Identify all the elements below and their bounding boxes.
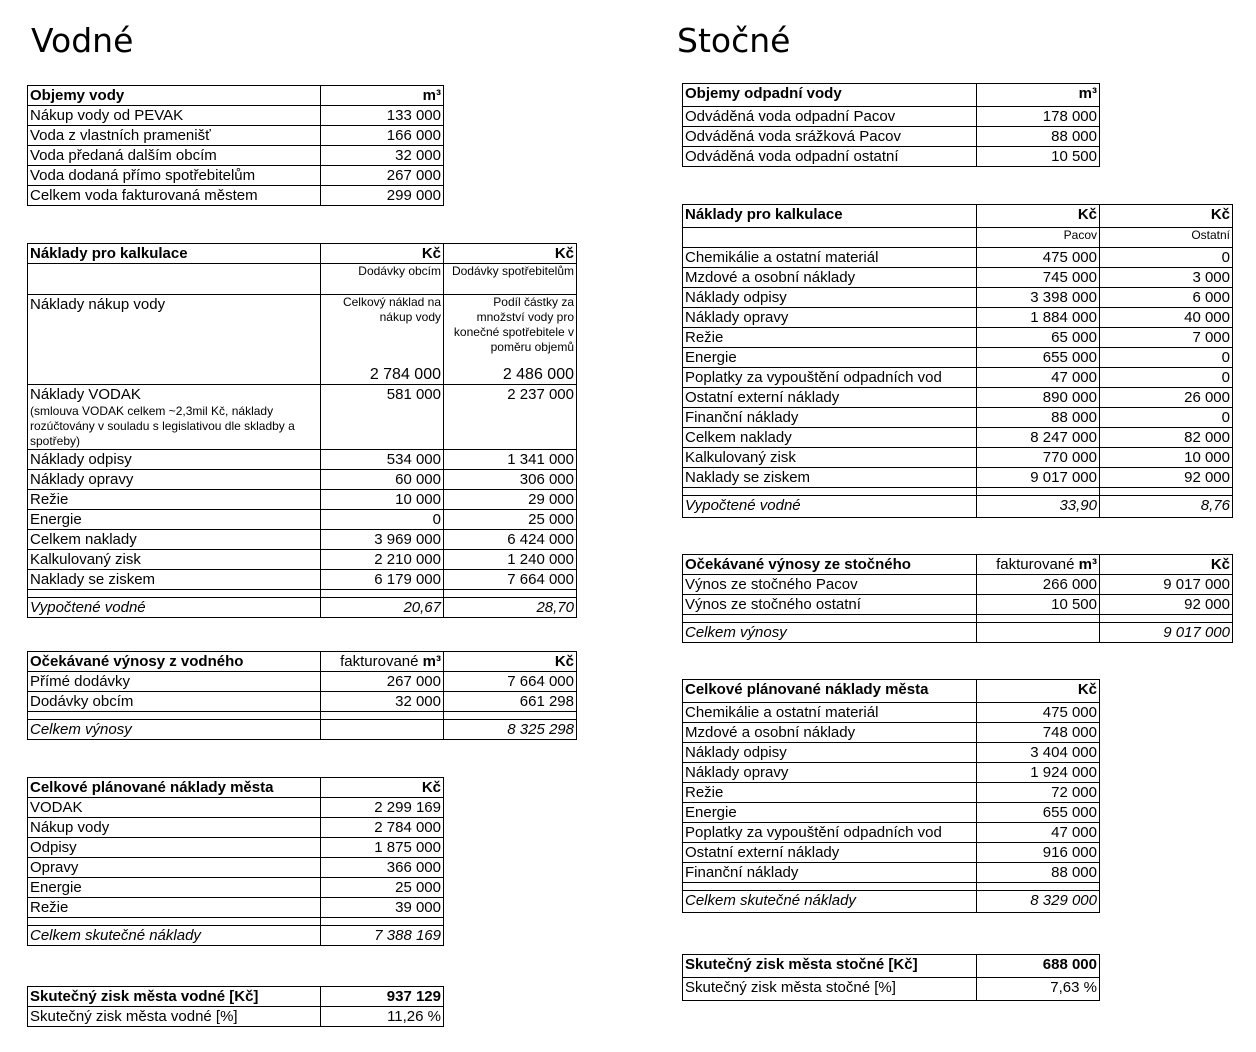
table-row	[683, 763, 1100, 783]
row-label: Kalkulovaný zisk	[683, 448, 977, 468]
row-value: 88 000	[977, 127, 1100, 147]
unit-header: Kč	[444, 652, 577, 672]
table-row	[683, 803, 1100, 823]
table-header-row	[28, 652, 577, 672]
row-value: 1 875 000	[321, 838, 444, 858]
row-label: Finanční náklady	[683, 863, 977, 883]
unit-prefix: fakturované	[340, 653, 423, 670]
row-label: Chemikálie a ostatní materiál	[683, 248, 977, 268]
total-row	[28, 926, 444, 946]
row-value: 88 000	[977, 408, 1100, 428]
row-label: Voda dodaná přímo spotřebitelům	[28, 166, 321, 186]
row-label: Náklady nákup vody	[28, 295, 321, 385]
table-row	[28, 672, 577, 692]
row-label: Celkem naklady	[683, 428, 977, 448]
table-row	[683, 978, 1100, 1001]
unit-header: Kč	[321, 244, 444, 264]
row-value: 0	[321, 510, 444, 530]
table-row	[683, 368, 1233, 388]
row-label: Celkem naklady	[28, 530, 321, 550]
row-value: 7 664 000	[444, 672, 577, 692]
row-value: 10 000	[1100, 448, 1233, 468]
row-value: 655 000	[977, 803, 1100, 823]
row-value	[321, 295, 444, 385]
spacer-row	[683, 883, 1100, 891]
subheader: Ostatní	[1100, 228, 1233, 248]
table-row	[683, 823, 1100, 843]
table-row	[28, 106, 444, 126]
row-value: 655 000	[977, 348, 1100, 368]
table-row	[683, 783, 1100, 803]
total-row	[28, 720, 577, 740]
row-value: 267 000	[321, 166, 444, 186]
total-row	[28, 598, 577, 618]
total-row	[683, 496, 1233, 518]
stocne-naklady-table	[682, 204, 1233, 518]
row-value: 2 210 000	[321, 550, 444, 570]
row-label: Finanční náklady	[683, 408, 977, 428]
row-value: 7 664 000	[444, 570, 577, 590]
row-value: 92 000	[1100, 468, 1233, 488]
table-row	[28, 510, 577, 530]
row-value: 2 299 169	[321, 798, 444, 818]
row-value: 32 000	[321, 692, 444, 712]
row-value: 82 000	[1100, 428, 1233, 448]
row-value: 26 000	[1100, 388, 1233, 408]
row-label: Výnos ze stočného Pacov	[683, 575, 977, 595]
row-value: 10 000	[321, 490, 444, 510]
stocne-vynosy-table	[682, 554, 1233, 643]
table-header: Náklady pro kalkulace	[28, 244, 321, 264]
table-row	[28, 186, 444, 206]
row-value: 3 000	[1100, 268, 1233, 288]
row-value: 0	[1100, 408, 1233, 428]
spacer-row	[28, 712, 577, 720]
table-row	[683, 348, 1233, 368]
table-row	[683, 448, 1233, 468]
table-row	[28, 858, 444, 878]
row-value: 3 969 000	[321, 530, 444, 550]
row-label: Náklady odpisy	[683, 288, 977, 308]
table-header-row	[28, 244, 577, 264]
table-row	[28, 570, 577, 590]
row-value: 6 179 000	[321, 570, 444, 590]
row-value: 28,70	[444, 598, 577, 618]
row-label: Dodávky obcím	[28, 692, 321, 712]
row-label: Skutečný zisk města vodné [%]	[28, 1007, 321, 1027]
table-header-row	[28, 778, 444, 798]
row-value: 688 000	[977, 955, 1100, 978]
table-row	[683, 428, 1233, 448]
unit-suffix: m³	[422, 653, 441, 670]
table-row	[28, 878, 444, 898]
row-label: Vypočtené vodné	[683, 496, 977, 518]
spacer-row	[28, 590, 577, 598]
vodne-zisk-table	[27, 986, 444, 1027]
row-value: 65 000	[977, 328, 1100, 348]
unit-suffix: m³	[1078, 556, 1097, 573]
row-label: Náklady odpisy	[28, 450, 321, 470]
row-value: 29 000	[444, 490, 577, 510]
row-value: 0	[1100, 248, 1233, 268]
table-row	[683, 723, 1100, 743]
table-row	[28, 166, 444, 186]
table-row	[28, 798, 444, 818]
row-label: Celkem skutečné náklady	[28, 926, 321, 946]
table-row	[683, 248, 1233, 268]
row-label: Režie	[28, 898, 321, 918]
row-label: Ostatní externí náklady	[683, 388, 977, 408]
row-label: Celkem voda fakturovaná městem	[28, 186, 321, 206]
row-label: Odváděná voda odpadní Pacov	[683, 107, 977, 127]
row-label: Skutečný zisk města stočné [Kč]	[683, 955, 977, 978]
row-value: 748 000	[977, 723, 1100, 743]
table-row	[28, 550, 577, 570]
spacer-row	[28, 918, 444, 926]
table-row	[683, 408, 1233, 428]
row-value: 20,67	[321, 598, 444, 618]
row-value: 7 000	[1100, 328, 1233, 348]
row-value: 33,90	[977, 496, 1100, 518]
table-row	[683, 595, 1233, 615]
row-value: 0	[1100, 348, 1233, 368]
row-label: Opravy	[28, 858, 321, 878]
row-value: 6 000	[1100, 288, 1233, 308]
subheader: Dodávky spotřebitelům	[444, 264, 577, 295]
row-label: Vypočtené vodné	[28, 598, 321, 618]
row-label: Náklady opravy	[28, 470, 321, 490]
table-row	[28, 987, 444, 1007]
row-value: 40 000	[1100, 308, 1233, 328]
row-value: 47 000	[977, 823, 1100, 843]
table-header: Celkové plánované náklady města	[683, 680, 977, 703]
row-label: Skutečný zisk města stočné [%]	[683, 978, 977, 1001]
table-row	[28, 470, 577, 490]
row-label: Poplatky za vypouštění odpadních vod	[683, 368, 977, 388]
table-row	[683, 288, 1233, 308]
table-row	[683, 703, 1100, 723]
table-row	[28, 530, 577, 550]
row-value: 7,63 %	[977, 978, 1100, 1001]
row-value: 890 000	[977, 388, 1100, 408]
table-header-row	[683, 205, 1233, 228]
row-label-main: Náklady VODAK	[30, 386, 141, 403]
row-value: 745 000	[977, 268, 1100, 288]
row-label: Naklady se ziskem	[683, 468, 977, 488]
subheader: Pacov	[977, 228, 1100, 248]
row-value: 25 000	[321, 878, 444, 898]
row-value: 9 017 000	[977, 468, 1100, 488]
table-row	[28, 490, 577, 510]
table-row	[683, 955, 1100, 978]
row-label: Ostatní externí náklady	[683, 843, 977, 863]
spacer-row	[683, 488, 1233, 496]
subheader-row	[28, 264, 577, 295]
table-header-row	[683, 555, 1233, 575]
row-value: 88 000	[977, 863, 1100, 883]
row-value: 3 398 000	[977, 288, 1100, 308]
table-header-row	[28, 86, 444, 106]
row-value: 92 000	[1100, 595, 1233, 615]
row-label: Celkem výnosy	[683, 623, 977, 643]
row-value: 10 500	[977, 147, 1100, 167]
row-value: 475 000	[977, 703, 1100, 723]
unit-header: m³	[977, 84, 1100, 107]
row-note: Celkový náklad na nákup vody	[342, 295, 441, 324]
stocne-objemy-table	[682, 83, 1100, 167]
row-value: 299 000	[321, 186, 444, 206]
row-label: Nákup vody od PEVAK	[28, 106, 321, 126]
row-value: 267 000	[321, 672, 444, 692]
row-label: Přímé dodávky	[28, 672, 321, 692]
row-value: 32 000	[321, 146, 444, 166]
row-value: 6 424 000	[444, 530, 577, 550]
row-value: 1 341 000	[444, 450, 577, 470]
row-value: 266 000	[977, 575, 1100, 595]
table-row	[683, 127, 1100, 147]
row-value: 178 000	[977, 107, 1100, 127]
row-label: Kalkulovaný zisk	[28, 550, 321, 570]
unit-prefix: fakturované	[996, 556, 1079, 573]
row-value: 770 000	[977, 448, 1100, 468]
row-value	[444, 295, 577, 385]
unit-header: Kč	[1100, 555, 1233, 575]
row-value: 133 000	[321, 106, 444, 126]
row-label: Celkem výnosy	[28, 720, 321, 740]
row-value: 39 000	[321, 898, 444, 918]
stocne-zisk-table	[682, 954, 1100, 1001]
vodne-naklady-table	[27, 243, 577, 618]
stocne-celkove-table	[682, 679, 1100, 913]
row-label: Energie	[683, 348, 977, 368]
row-label: Režie	[683, 783, 977, 803]
row-label: Režie	[683, 328, 977, 348]
row-value: 8 247 000	[977, 428, 1100, 448]
row-value-amount: 2 486 000	[502, 366, 574, 383]
row-label: Energie	[28, 510, 321, 530]
row-label: Voda z vlastních pramenišť	[28, 126, 321, 146]
unit-header	[977, 555, 1100, 575]
table-row	[28, 692, 577, 712]
row-value: 2 784 000	[321, 818, 444, 838]
table-header-row	[683, 680, 1100, 703]
row-value: 72 000	[977, 783, 1100, 803]
row-value: 166 000	[321, 126, 444, 146]
table-row	[683, 388, 1233, 408]
table-row	[683, 107, 1100, 127]
table-row	[28, 1007, 444, 1027]
row-label: Odpisy	[28, 838, 321, 858]
table-header: Objemy vody	[28, 86, 321, 106]
row-label: Energie	[28, 878, 321, 898]
row-value: 2 237 000	[444, 385, 577, 450]
table-header: Očekávané výnosy ze stočného	[683, 555, 977, 575]
row-value: 0	[1100, 368, 1233, 388]
table-header: Očekávané výnosy z vodného	[28, 652, 321, 672]
row-label: Nákup vody	[28, 818, 321, 838]
table-row	[28, 126, 444, 146]
row-value: 10 500	[977, 595, 1100, 615]
vodne-celkove-table	[27, 777, 444, 946]
table-row	[28, 450, 577, 470]
vodne-title: Vodné	[31, 21, 134, 60]
row-value: 306 000	[444, 470, 577, 490]
row-label: Skutečný zisk města vodné [Kč]	[28, 987, 321, 1007]
row-value: 47 000	[977, 368, 1100, 388]
row-value: 8,76	[1100, 496, 1233, 518]
unit-header: Kč	[321, 778, 444, 798]
row-label: VODAK	[28, 798, 321, 818]
row-note: (smlouva VODAK celkem ~2,3mil Kč, náklady rozúčtovány v souladu s legislativou dle skladby a spotřeby)	[30, 404, 295, 448]
row-value: 1 240 000	[444, 550, 577, 570]
row-value: 7 388 169	[321, 926, 444, 946]
table-row	[683, 268, 1233, 288]
row-label: Mzdové a osobní náklady	[683, 268, 977, 288]
table-row	[683, 328, 1233, 348]
row-label: Energie	[683, 803, 977, 823]
row-label: Voda předaná dalším obcím	[28, 146, 321, 166]
unit-header: m³	[321, 86, 444, 106]
row-value: 25 000	[444, 510, 577, 530]
unit-header: Kč	[444, 244, 577, 264]
row-label: Režie	[28, 490, 321, 510]
row-value: 9 017 000	[1100, 575, 1233, 595]
subheader: Dodávky obcím	[321, 264, 444, 295]
row-value-amount: 2 784 000	[369, 366, 441, 383]
row-value: 1 924 000	[977, 763, 1100, 783]
row-label: Náklady opravy	[683, 308, 977, 328]
table-row	[683, 575, 1233, 595]
unit-header: Kč	[977, 205, 1100, 228]
table-row	[28, 838, 444, 858]
row-value: 1 884 000	[977, 308, 1100, 328]
row-label: Poplatky za vypouštění odpadních vod	[683, 823, 977, 843]
row-label: Celkem skutečné náklady	[683, 891, 977, 913]
row-label: Odváděná voda srážková Pacov	[683, 127, 977, 147]
table-row	[28, 818, 444, 838]
row-value: 8 325 298	[444, 720, 577, 740]
unit-header: Kč	[977, 680, 1100, 703]
table-row	[28, 146, 444, 166]
row-label	[28, 385, 321, 450]
table-header: Celkové plánované náklady města	[28, 778, 321, 798]
row-value: 534 000	[321, 450, 444, 470]
subheader-row	[683, 228, 1233, 248]
total-row	[683, 623, 1233, 643]
stocne-title: Stočné	[677, 21, 791, 60]
table-row	[683, 468, 1233, 488]
table-header-row	[683, 84, 1100, 107]
row-value: 581 000	[321, 385, 444, 450]
table-row	[683, 743, 1100, 763]
table-row	[28, 295, 577, 385]
row-label: Výnos ze stočného ostatní	[683, 595, 977, 615]
unit-header: Kč	[1100, 205, 1233, 228]
row-label: Naklady se ziskem	[28, 570, 321, 590]
table-row	[683, 843, 1100, 863]
row-label: Chemikálie a ostatní materiál	[683, 703, 977, 723]
table-row	[683, 863, 1100, 883]
row-label: Náklady odpisy	[683, 743, 977, 763]
row-value: 8 329 000	[977, 891, 1100, 913]
row-value: 366 000	[321, 858, 444, 878]
table-row	[683, 147, 1100, 167]
table-row	[28, 898, 444, 918]
row-label: Náklady opravy	[683, 763, 977, 783]
vodne-objemy-table	[27, 85, 444, 206]
row-value: 661 298	[444, 692, 577, 712]
row-value: 60 000	[321, 470, 444, 490]
unit-header	[321, 652, 444, 672]
row-label: Odváděná voda odpadní ostatní	[683, 147, 977, 167]
table-row	[683, 308, 1233, 328]
spacer-row	[683, 615, 1233, 623]
table-row	[28, 385, 577, 450]
row-value: 475 000	[977, 248, 1100, 268]
row-value: 916 000	[977, 843, 1100, 863]
total-row	[683, 891, 1100, 913]
row-value: 9 017 000	[1100, 623, 1233, 643]
row-value: 3 404 000	[977, 743, 1100, 763]
table-header: Náklady pro kalkulace	[683, 205, 977, 228]
row-value: 11,26 %	[321, 1007, 444, 1027]
row-note: Podíl částky za množství vody pro konečné spotřebitele v poměru objemů	[453, 295, 574, 354]
vodne-vynosy-table	[27, 651, 577, 740]
table-header: Objemy odpadní vody	[683, 84, 977, 107]
row-label: Mzdové a osobní náklady	[683, 723, 977, 743]
row-value: 937 129	[321, 987, 444, 1007]
